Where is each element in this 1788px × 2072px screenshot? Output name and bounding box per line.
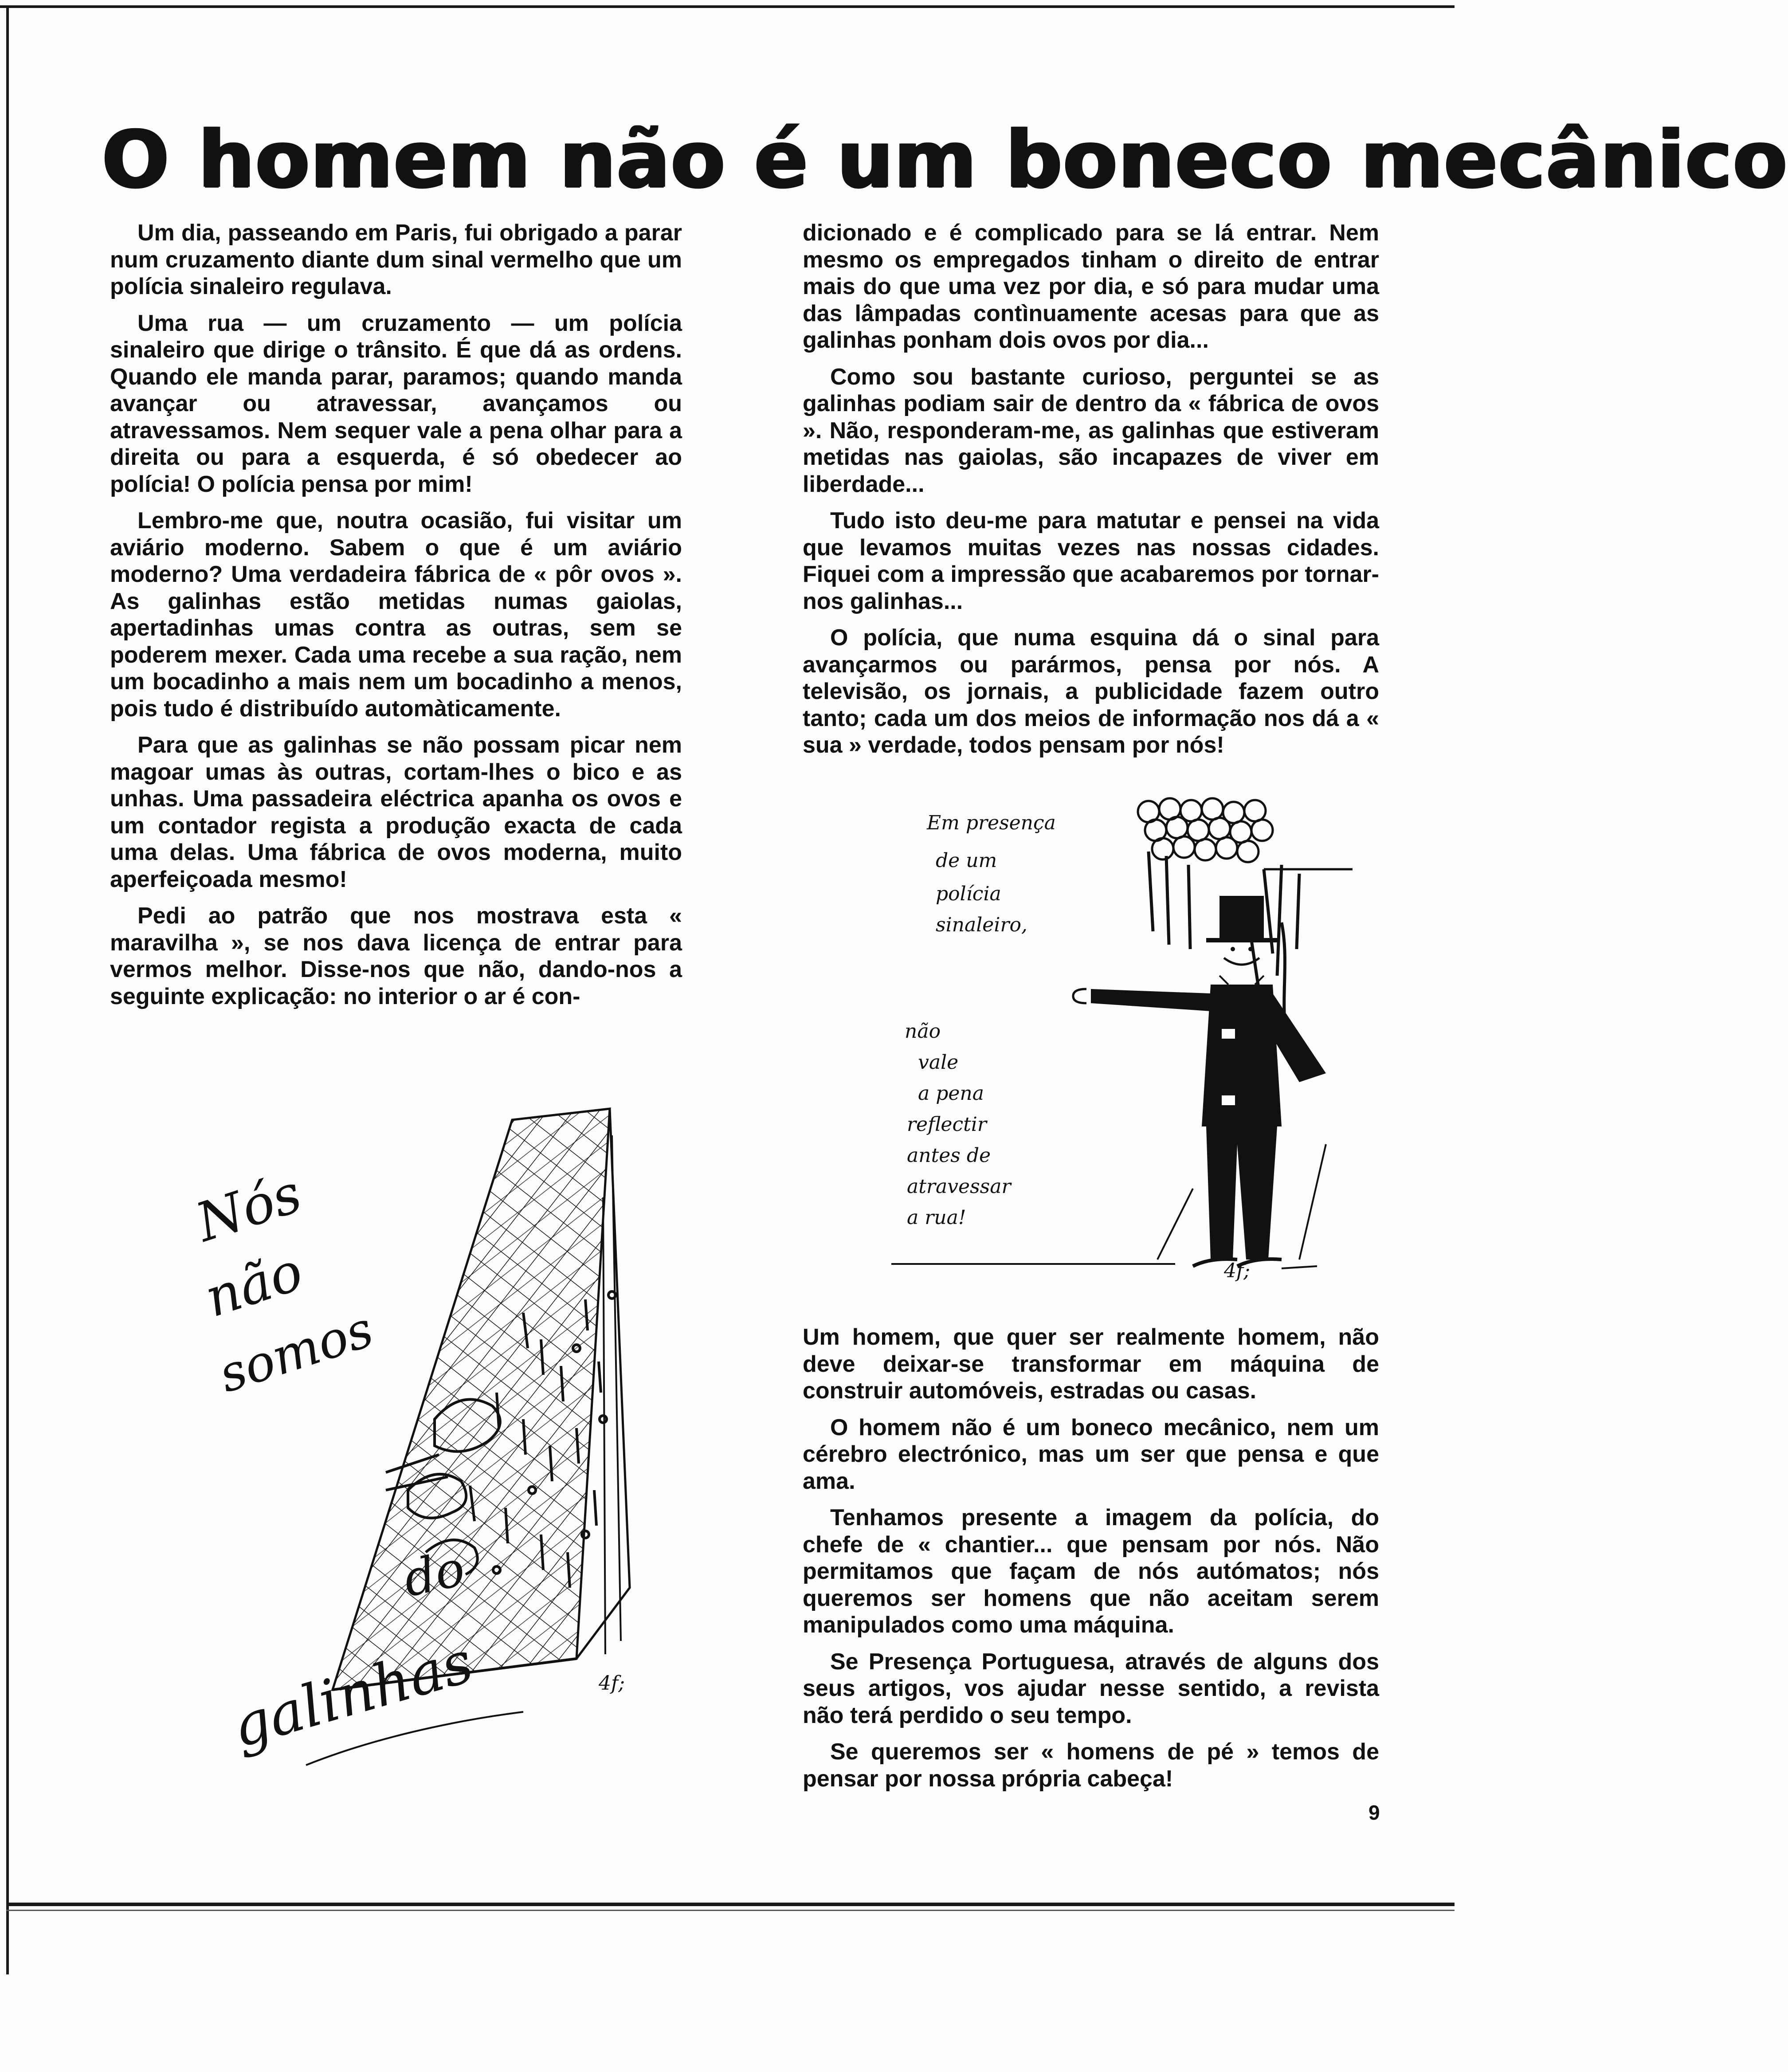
paragraph: Se Presença Portuguesa, através de alguns dos seus artigos, vos ajudar nesse sentido, a revista não terá perdido o seu tempo.	[803, 1648, 1379, 1728]
policeman-illustration-signature: 4f;	[1224, 1260, 1251, 1282]
paragraph: Uma rua — um cruzamento — um polícia sinaleiro que dirige o trânsito. É que dá as ordens. Quando ele manda parar, paramos; quando manda avançar ou atravessar, avançamos ou atravessamos. Nem sequer vale a pena olhar para a direita ou para a esquerda, é só obedecer ao polícia! O polícia pensa por mim!	[110, 310, 682, 497]
paragraph: Tenhamos presente a imagem da polícia, do chefe de « chantier... que pensam por nós. Não permitamos que façam de nós autómatos; nós queremos ser homens que não aceitam serem manipulados como uma máquina.	[803, 1505, 1379, 1638]
paragraph: Pedi ao patrão que nos mostrava esta « maravilha », se nos dava licença de entrar para vermos melhor. Disse-nos que não, dando-nos a seguinte explicação: no interior o ar é con-	[110, 903, 682, 1009]
hen-caption-line-3: somos	[212, 1300, 380, 1404]
policeman-caption-top-4: sinaleiro,	[936, 914, 1027, 936]
hen-caption-inside: do	[398, 1539, 470, 1608]
policeman-caption-bottom-7: a rua!	[907, 1206, 966, 1229]
paragraph: Como sou bastante curioso, perguntei se as galinhas podiam sair de dentro da « fábrica de ovos ». Não, responderam-me, as galinhas que estiveram metidas nas gaiolas, são incapazes de viver em liberdade...	[803, 364, 1379, 497]
paragraph: Um homem, que quer ser realmente homem, não deve deixar-se transformar em máquina de construir automóveis, estradas ou casas.	[803, 1324, 1379, 1404]
page-bottom-rule	[6, 1903, 1455, 1906]
left-text-column	[110, 220, 682, 1020]
hen-caption-line-1: Nós	[189, 1162, 309, 1254]
paragraph: Um dia, passeando em Paris, fui obrigado a parar num cruzamento diante dum sinal vermelho que um polícia sinaleiro regulava.	[110, 220, 682, 299]
policeman-illustration	[882, 789, 1379, 1308]
paragraph: dicionado e é complicado para se lá entrar. Nem mesmo os empregados tinham o direito de entrar mais do que uma vez por dia, e só para mudar uma das lâmpadas contìnuamente acesas para que as galinhas ponham dois ovos por dia...	[803, 220, 1379, 353]
paragraph: Lembro-me que, noutra ocasião, fui visitar um aviário moderno. Sabem o que é um aviário moderno? Uma verdadeira fábrica de « pôr ovos ». As galinhas estão metidas numas gaiolas, apertadinhas umas contra as outras, sem se poderem mexer. Cada uma recebe a sua ração, nem um bocadinho a mais nem um bocadinho a menos, pois tudo é distribuído automàticamente.	[110, 508, 682, 722]
page-frame-top	[0, 5, 1455, 8]
paragraph: Tudo isto deu-me para matutar e pensei na vida que levamos muitas vezes nas nossas cidades. Fiquei com a impressão que acabaremos por tornar-nos galinhas...	[803, 508, 1379, 614]
paragraph: Se queremos ser « homens de pé » temos de pensar por nossa própria cabeça!	[803, 1739, 1379, 1792]
policeman-caption-bottom-3: a pena	[918, 1082, 984, 1105]
hen-illustration-signature: 4f;	[599, 1672, 625, 1695]
page-number: 9	[1368, 1801, 1380, 1824]
hen-cage-drawing	[186, 1109, 678, 1787]
right-text-column-top	[803, 220, 1379, 769]
page-frame-left	[6, 5, 9, 1974]
paragraph: O polícia, que numa esquina dá o sinal para avançarmos ou parármos, pensa por nós. A televisão, os jornais, a publicidade fazem outro tanto; cada um dos meios de informação nos dá a « sua » verdade, todos pensam por nós!	[803, 625, 1379, 758]
policeman-caption-bottom-4: reflectir	[907, 1113, 987, 1136]
hen-cage-illustration	[186, 1109, 678, 1787]
policeman-caption-bottom-5: antes de	[907, 1144, 991, 1167]
right-text-column-bottom	[803, 1324, 1379, 1802]
hen-caption-line-4: galinhas	[224, 1628, 480, 1761]
policeman-caption-bottom-1: não	[905, 1020, 941, 1043]
policeman-caption-top-1: Em presença	[927, 812, 1056, 834]
policeman-caption-top-2: de um	[936, 849, 997, 872]
policeman-caption-top-3: polícia	[936, 883, 1001, 905]
hen-caption-line-2: não	[198, 1240, 310, 1330]
page-bottom-rule-thin	[6, 1910, 1455, 1911]
policeman-drawing	[882, 789, 1379, 1308]
paragraph: O homem não é um boneco mecânico, nem um cérebro electrónico, mas um ser que pensa e que ama.	[803, 1414, 1379, 1494]
policeman-caption-bottom-2: vale	[918, 1051, 959, 1074]
article-headline: O homem não é um boneco mecânico	[102, 114, 1788, 205]
paragraph: Para que as galinhas se não possam picar nem magoar umas às outras, cortam-lhes o bico e as unhas. Uma passadeira eléctrica apanha os ovos e um contador regista a produção exacta de cada uma delas. Uma fábrica de ovos moderna, muito aperfeiçoada mesmo!	[110, 732, 682, 892]
policeman-caption-bottom-6: atravessar	[907, 1175, 1011, 1198]
